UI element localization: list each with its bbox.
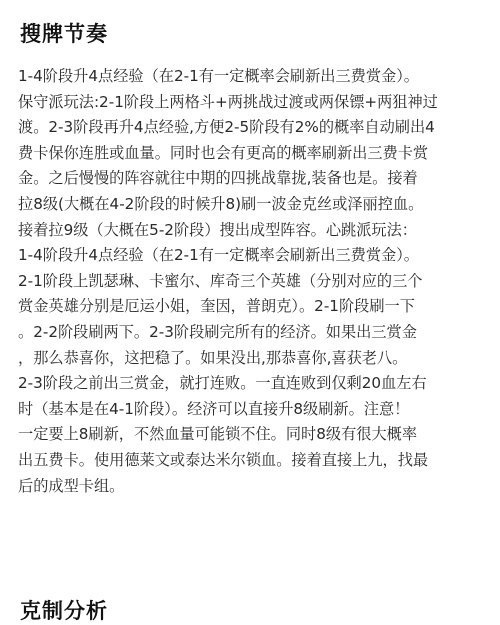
- body-line: 金。之后慢慢的阵容就往中期的四挑战靠拢,装备也是。接着: [18, 169, 418, 188]
- body-line: 一定要上8刷新，不然血量可能锁不住。同时8级有很大概率: [18, 425, 418, 444]
- body-line: 1-4阶段升4点经验（在2-1有一定概率会刷新出三费赏金）。: [18, 67, 419, 85]
- body-line: 。2-2阶段刷两下。2-3阶段刷完所有的经济。如果出三赏金: [18, 322, 417, 341]
- body-line: 渡。2-3阶段再升4点经验,方便2-5阶段有2%的概率自动刷出4: [18, 118, 435, 137]
- section-title: 搜牌节奏: [20, 22, 108, 46]
- body-line: 出五费卡。使用德莱文或泰达米尔锁血。接着直接上九，找最: [18, 450, 429, 469]
- body-line: 时（基本是在4-1阶段）。经济可以直接升8级刷新。注意！: [18, 399, 410, 418]
- body-line: 接着拉9级（大概在5-2阶段）搜出成型阵容。心跳派玩法：: [18, 220, 417, 239]
- article-body: [18, 64, 488, 499]
- body-line: 拉8级(大概在4-2阶段的时候升8)刷一波金克丝或泽丽控血。: [18, 194, 424, 213]
- body-line: 2-1阶段上凯瑟琳、卡蜜尔、库奇三个英雄（分别对应的三个: [18, 271, 423, 290]
- body-line: 后的成型卡组。: [18, 476, 125, 495]
- body-line: 赏金英雄分别是厄运小姐，奎因，普朗克）。2-1阶段刷一下: [18, 297, 415, 316]
- body-line: 2-3阶段之前出三赏金，就打连败。一直连败到仅剩20血左右: [18, 374, 427, 393]
- body-line: 保守派玩法:2-1阶段上两格斗+两挑战过渡或两保镖+两狙神过: [18, 92, 438, 111]
- next-section-title: 克制分析: [20, 599, 108, 623]
- body-line: 1-4阶段升4点经验（在2-1有一定概率会刷新出三费赏金）。: [18, 246, 419, 265]
- body-line: ，那么恭喜你，这把稳了。如果没出,那恭喜你,喜获老八。: [18, 348, 408, 367]
- body-line: 费卡保你连胜或血量。同时也会有更高的概率刷新出三费卡赏: [18, 143, 429, 162]
